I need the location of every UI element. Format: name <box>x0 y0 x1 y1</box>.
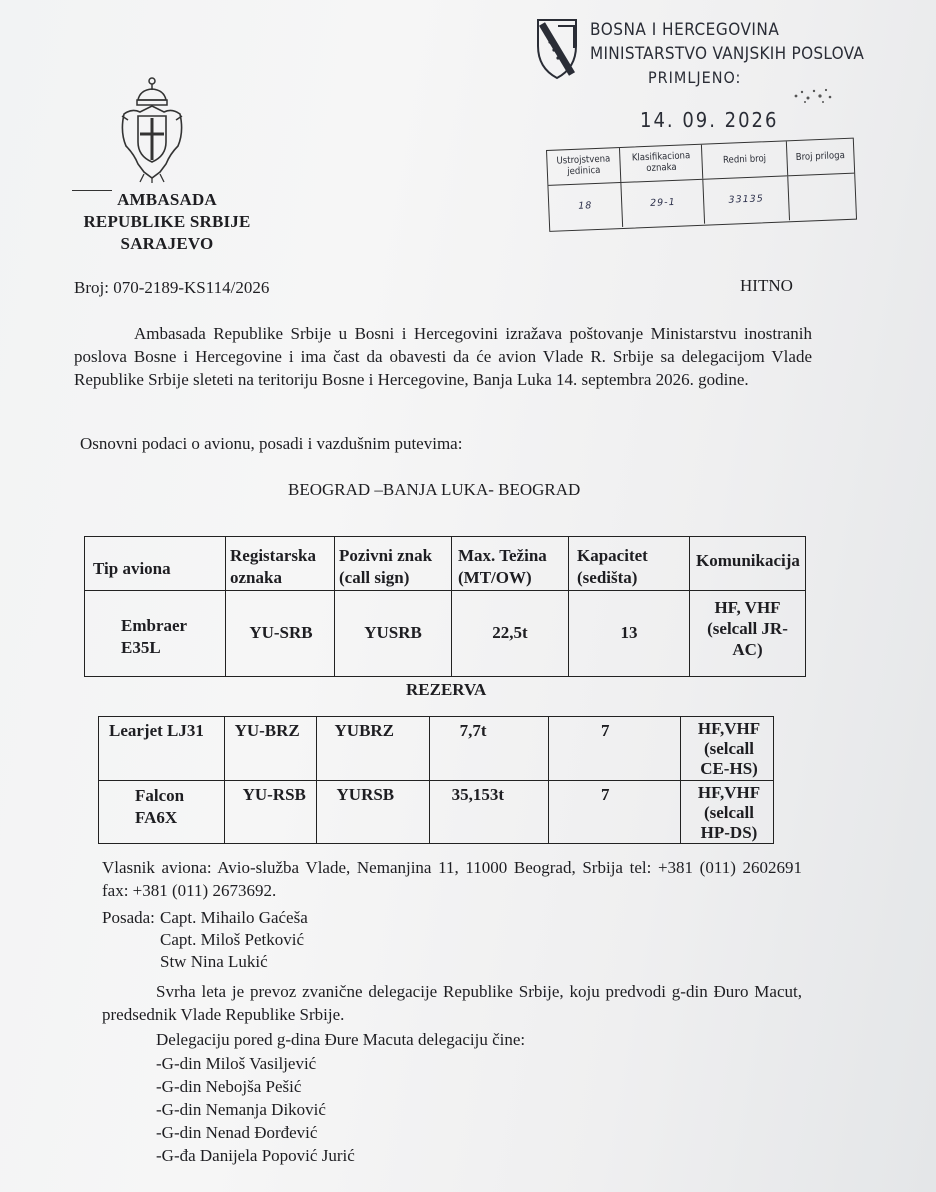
registry-header-number: Redni broj <box>702 141 788 178</box>
reserve-2-max-weight: 35,153t <box>429 781 548 844</box>
cell-communication-text: HF, VHF (selcall JR-AC) <box>707 598 788 659</box>
reserve-2-type <box>99 781 225 844</box>
registry-stamp-table <box>546 138 857 232</box>
cell-max-weight: 22,5t <box>452 591 569 677</box>
purpose-paragraph: Svrha leta je prevoz zvanične delegacije Republike Srbije, koju predvodi g-din Đuro Macut, predsednik Vlade Republike Srbije. <box>102 982 802 1024</box>
crew-member-1: Capt. Mihailo Gaćeša <box>160 908 308 927</box>
stamp-line-2: MINISTARSTVO VANJSKIH POSLOVA <box>590 44 865 64</box>
reserve-2-registration: YU-RSB <box>224 781 316 844</box>
header-max-weight <box>452 537 569 591</box>
basic-data-heading: Osnovni podaci o avionu, posadi i vazdušnim putevima: <box>80 434 463 453</box>
delegation-member-3: -G-din Nemanja Diković <box>156 1100 326 1119</box>
registry-value-unit: 18 <box>548 183 623 230</box>
registry-value-number: 33135 <box>704 176 790 223</box>
cell-call-sign: YUSRB <box>335 591 452 677</box>
delegation-member-2: -G-din Nebojša Pešić <box>156 1077 302 1096</box>
header-call-sign <box>335 537 452 591</box>
cell-capacity: 13 <box>569 591 690 677</box>
reserve-2-communication <box>681 781 774 844</box>
reserve-2-call-sign: YURSB <box>316 781 429 844</box>
reserve-1-registration: YU-BRZ <box>224 717 316 781</box>
embassy-line-1: AMBASADA <box>117 190 217 209</box>
crew-member-3: Stw Nina Lukić <box>160 952 268 971</box>
stamp-line-1: BOSNA I HERCEGOVINA <box>590 20 780 40</box>
crew-member-2: Capt. Miloš Petković <box>160 930 305 949</box>
bih-coat-of-arms-icon <box>536 18 578 80</box>
reserve-1-communication-text: HF,VHF (selcall CE-HS) <box>697 719 761 778</box>
header-registration <box>226 537 335 591</box>
header-capacity <box>569 537 690 591</box>
embassy-line-3: SARAJEVO <box>120 234 214 253</box>
reserve-1-call-sign: YUBRZ <box>316 717 429 781</box>
serbian-coat-of-arms-icon <box>118 76 186 184</box>
aircraft-table-header-row <box>85 537 806 591</box>
reserve-row-1 <box>99 717 774 781</box>
header-communication: Komunikacija <box>690 537 806 591</box>
registry-header-unit: Ustrojstvena jedinica <box>547 148 621 185</box>
registry-header-attachments: Broj priloga <box>795 149 846 163</box>
reserve-row-2 <box>99 781 774 844</box>
reserve-2-capacity: 7 <box>549 781 681 844</box>
cell-registration: YU-SRB <box>226 591 335 677</box>
reserve-2-type-text: Falcon FA6X <box>135 786 185 827</box>
cell-aircraft-type-text: Embraer E35L <box>121 616 187 657</box>
header-aircraft-type: Tip aviona <box>85 537 226 591</box>
registry-value-classification: 29-1 <box>621 180 705 227</box>
embassy-line-2: REPUBLIKE SRBIJE <box>83 212 251 231</box>
registry-header-classification: Klasifikaciona oznaka <box>620 145 704 182</box>
ink-smudge-icon <box>790 82 838 108</box>
cell-aircraft-type <box>85 591 226 677</box>
crew-label: Posada: <box>102 908 155 927</box>
stamp-received-label: PRIMLJENO: <box>648 68 742 87</box>
delegation-member-5: -G-đa Danijela Popović Jurić <box>156 1146 355 1165</box>
intro-paragraph: Ambasada Republike Srbije u Bosni i Hercegovini izražava poštovanje Ministarstvu inostranih poslova Bosne i Hercegovine i ima čast da obavesti da će avion Vlade R. Srbije sa delegacijom Vlade Republike Srbije sleteti na teritoriju Bosne i Hercegovine, Banja Luka 14. septembra 2026. godine. <box>74 324 812 389</box>
reserve-2-communication-text: HF,VHF (selcall HP-DS) <box>697 783 761 842</box>
reserve-1-communication <box>681 717 774 781</box>
route: BEOGRAD –BANJA LUKA- BEOGRAD <box>288 480 581 499</box>
reference-number: Broj: 070-2189-KS114/2026 <box>74 278 270 297</box>
aircraft-table-row <box>85 591 806 677</box>
delegation-member-4: -G-din Nenad Đorđević <box>156 1123 318 1142</box>
header-max-weight-text: Max. Težina (MT/OW) <box>458 546 547 587</box>
aircraft-table <box>84 536 806 677</box>
owner-info: Vlasnik aviona: Avio-služba Vlade, Nemanjina 11, 11000 Beograd, Srbija tel: +381 (011) 2602691 fax: +381 (011) 2673692. <box>102 858 802 900</box>
delegation-intro: Delegaciju pored g-dina Đure Macuta delegaciju čine: <box>156 1030 526 1049</box>
cell-communication <box>690 591 806 677</box>
reserve-1-max-weight: 7,7t <box>429 717 548 781</box>
header-call-sign-text: Pozivni znak (call sign) <box>339 546 433 587</box>
reserve-1-capacity: 7 <box>549 717 681 781</box>
registry-value-attachments <box>788 174 856 221</box>
reserve-label: REZERVA <box>406 680 487 699</box>
header-capacity-text: Kapacitet (sedišta) <box>577 546 648 587</box>
reserve-table <box>98 716 774 844</box>
urgency-label: HITNO <box>740 276 793 295</box>
stamp-date: 14. 09. 2026 <box>640 108 779 132</box>
delegation-member-1: -G-din Miloš Vasiljević <box>156 1054 317 1073</box>
header-registration-text: Registarska oznaka <box>230 546 316 587</box>
reserve-1-type: Learjet LJ31 <box>99 717 225 781</box>
